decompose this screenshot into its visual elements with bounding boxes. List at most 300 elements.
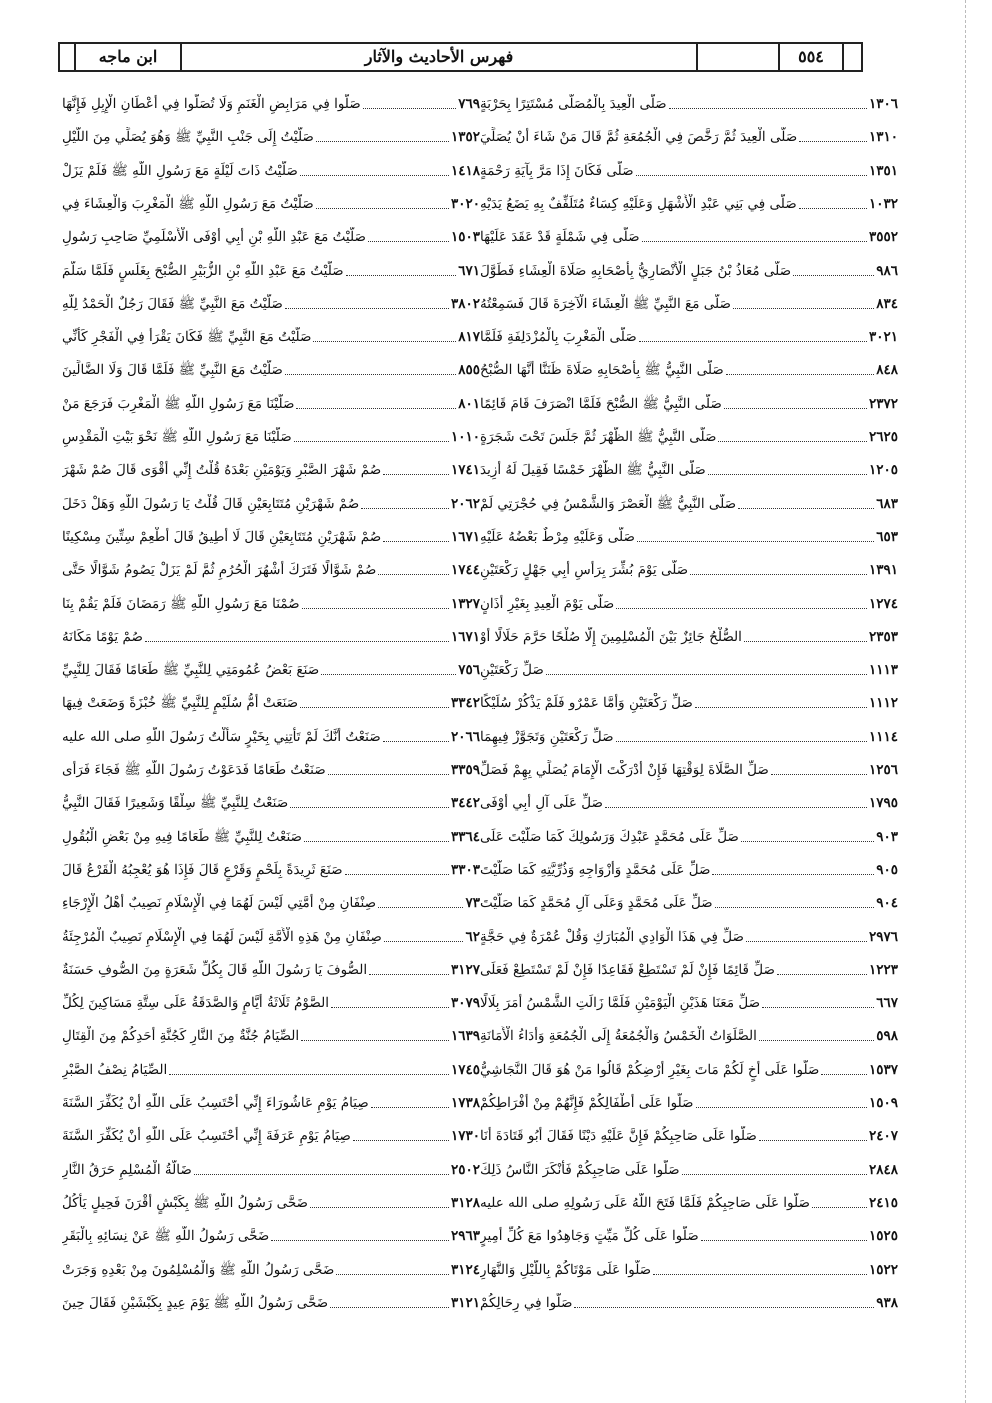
entry-text: صِنْفَانِ مِنْ أُمَّتِي لَيْسَ لَهُمَا فِي الْإِسْلَامِ نَصِيبٌ أَهْلُ الْإِرْجَاءِ	[62, 895, 377, 912]
entry-number: ٩٠٥	[876, 861, 898, 878]
entry-text: صَلِّ مَعَنَا هَذَيْنِ الْيَوْمَيْنِ فَلَمَّا زَالَتِ الشَّمْسُ أَمَرَ بِلَالًا	[480, 995, 761, 1012]
entry-number: ١٧٤٥	[450, 1061, 480, 1078]
entry-text: صَلِّ رَكْعَتَيْنِ وَتَجَوَّزْ فِيهِمَا	[480, 728, 614, 745]
entry-number: ١٣١٠	[868, 129, 898, 146]
leader-dots	[378, 574, 449, 575]
entry-number: ١١١٢	[868, 695, 898, 712]
entry-number: ١٤١٨	[450, 162, 480, 179]
leader-dots	[316, 208, 449, 209]
entry-text: صِيَامُ يَوْمِ عَرَفَةَ إِنِّي أَحْتَسِبُ عَلَى اللَّهِ أَنْ يُكَفِّرَ السَّنَةَ	[62, 1128, 351, 1145]
leader-dots	[812, 1207, 867, 1208]
leader-dots	[777, 974, 867, 975]
entry-text: صَلَّى يَوْمَ الْعِيدِ بِغَيْرِ أَذَانٍ	[480, 595, 615, 612]
entry-text: صَلَّى وَعَلَيْهِ مِرْطٌ بَعْضُهُ عَلَيْهِ	[480, 528, 635, 545]
entry-number: ٨٠١	[458, 395, 480, 412]
entry-number: ٢٠٦٢	[450, 495, 480, 512]
entry-text: ضَحَّى رَسُولُ اللَّهِ ﷺ وَالْمُسْلِمُونَ مِنْ بَعْدِهِ وَجَرَتْ	[62, 1261, 335, 1278]
entry-text: صَلَّى يَوْمَ بُشِّرَ بِرَأْسِ أَبِي جَهْلٍ رَكْعَتَيْنِ	[480, 562, 689, 579]
entry-number: ٢٠٦٦	[450, 728, 480, 745]
entry-number: ٣٠٢١	[868, 329, 898, 346]
index-entry	[62, 917, 480, 950]
index-entry	[480, 817, 898, 850]
index-entry	[62, 284, 480, 317]
index-entry	[480, 850, 898, 883]
leader-dots	[361, 508, 449, 509]
entry-text: ضَحَّى رَسُولُ اللَّهِ ﷺ بِكَبْشٍ أَقْرَنَ فَحِيلٍ يَأْكُلُ	[62, 1194, 309, 1211]
entry-text: ضَحَّى رَسُولُ اللَّهِ ﷺ عَنْ نِسَائِهِ بِالْبَقَرِ	[62, 1228, 270, 1245]
leader-dots	[759, 1040, 874, 1041]
index-entry	[62, 683, 480, 716]
entry-text: صَلِّ رَكْعَتَيْنِ	[480, 662, 544, 679]
index-entry	[62, 1116, 480, 1149]
entry-number: ١٥٢٢	[868, 1261, 898, 1278]
leader-dots	[378, 907, 463, 908]
entry-number: ٩٠٤	[876, 895, 898, 912]
entry-number: ١٣٥١	[868, 162, 898, 179]
entry-text: صَنَعْتُ لِلنَّبِيِّ ﷺ طَعَامًا فِيهِ مِنْ بَعْضِ الْبُقُولِ	[62, 828, 302, 845]
entry-number: ٣١٢١	[450, 1294, 480, 1311]
entry-text: صُمْ شَهْرَيْنِ مُتَتَابِعَيْنِ قَالَ لَا أُطِيقُ قَالَ أَطْعِمْ سِتِّينَ مِسْكِينًا	[62, 528, 382, 545]
entry-number: ١٠٣٢	[868, 195, 898, 212]
entry-number: ٢٥٠٢	[450, 1161, 480, 1178]
entry-number: ١٥٠٩	[868, 1095, 898, 1111]
leader-dots	[741, 841, 874, 842]
leader-dots	[738, 508, 874, 509]
entry-text: صَلُّوا عَلَى صَاحِبِكُمْ فَإِنَّ عَلَيْهِ دَيْنًا فَقَالَ أَبُو قَتَادَةَ أَنَا	[480, 1128, 757, 1145]
leader-dots	[546, 674, 867, 675]
index-entry	[62, 883, 480, 916]
entry-text: صَلَّى النَّبِيُّ ﷺ الْعَصْرَ وَالشَّمْسُ فِي حُجْرَتِي لَمْ	[480, 495, 737, 512]
leader-dots	[695, 707, 867, 708]
index-entry	[62, 983, 480, 1016]
leader-dots	[330, 1307, 449, 1308]
entry-text: صَنَعْتُ أَنَّكَ لَمْ تَأْتِنِي بِخَيْرٍ سَأَلْتُ رَسُولَ اللَّهِ صلى الله عليه	[62, 728, 381, 745]
index-entry	[62, 850, 480, 883]
index-entry	[480, 184, 898, 217]
leader-dots	[313, 341, 456, 342]
entry-number: ٦٨٣	[876, 495, 898, 512]
entry-number: ١٥٣٧	[868, 1061, 898, 1078]
leader-dots	[383, 741, 449, 742]
entry-text: صَلِّ عَلَى مُحَمَّدٍ وَأَزْوَاجِهِ وَذُرِّيَّتِهِ كَمَا صَلَّيْتَ	[480, 861, 711, 878]
leader-dots	[821, 1074, 867, 1075]
entry-text: الصِّيَامُ نِصْفُ الصَّبْرِ	[62, 1061, 168, 1078]
index-entry	[62, 417, 480, 450]
index-entry	[62, 251, 480, 284]
leader-dots	[383, 541, 449, 542]
entry-number: ٢٨٤٨	[868, 1161, 898, 1178]
entry-number: ١٢٥٦	[868, 762, 898, 778]
leader-dots	[744, 641, 867, 642]
entry-text: صَلَّيْتُ ذَاتَ لَيْلَةٍ مَعَ رَسُولِ اللَّهِ ﷺ فَلَمْ يَزَلْ	[62, 162, 298, 179]
entry-number: ٧٥٦	[458, 662, 480, 679]
entry-number: ٩٨٦	[876, 262, 898, 279]
entry-number: ١٧٤٤	[450, 562, 480, 579]
entry-text: الصُّلْحُ جَائِزٌ بَيْنَ الْمُسْلِمِينَ إِلَّا صُلْحًا حَرَّمَ حَلَالًا أَوْ	[480, 628, 742, 645]
leader-dots	[294, 441, 449, 442]
entry-number: ٧٣	[465, 895, 480, 912]
entry-number: ٨١٧	[458, 329, 480, 346]
leader-dots	[296, 408, 456, 409]
entry-number: ٨٤٨	[876, 362, 898, 379]
leader-dots	[799, 208, 867, 209]
entry-text: صَلَّى فِي بَنِي عَبْدِ الْأَشْهَلِ وَعَلَيْهِ كِسَاءٌ مُتَلَفِّفٌ بِهِ يَضَعُ يَدَيْهِ	[480, 195, 797, 212]
entry-number: ١١١٣	[868, 662, 898, 679]
leader-dots	[793, 275, 874, 276]
leader-dots	[715, 907, 875, 908]
index-entry	[480, 683, 898, 716]
entry-number: ٦٧١	[458, 262, 480, 279]
entry-number: ٩٣٨	[876, 1294, 898, 1311]
leader-dots	[726, 374, 874, 375]
entry-number: ٣٤٤٢	[450, 795, 480, 812]
index-entry	[480, 1050, 898, 1083]
entry-text: صَلَّى الْعِيدَ بِالْمُصَلَّى مُسْتَتِرًا بِحَرْبَةٍ	[480, 96, 667, 112]
entry-text: صَلَّيْنَا مَعَ رَسُولِ اللَّهِ ﷺ الْمَغْرِبَ فَرَجَعَ مَنْ	[62, 395, 295, 412]
leader-dots	[336, 1274, 449, 1275]
index-entry	[62, 584, 480, 617]
index-entry	[62, 450, 480, 483]
entry-text: صَلُّوا عَلَى أَطْفَالِكُمْ فَإِنَّهُمْ مِنْ أَفْرَاطِكُمْ	[480, 1095, 694, 1111]
entry-number: ٢٤٠٧	[868, 1128, 898, 1145]
leader-dots	[346, 275, 457, 276]
leader-dots	[328, 774, 449, 775]
index-entry	[480, 450, 898, 483]
entry-text: صَلَّى مُعَاذُ بْنُ جَبَلٍ الْأَنْصَارِيُّ بِأَصْحَابِهِ صَلَاةَ الْعِشَاءِ فَطَوَّلَ	[480, 262, 792, 279]
index-entry	[62, 117, 480, 150]
entry-number: ٣٠٢٠	[450, 195, 480, 212]
leader-dots	[799, 141, 867, 142]
leader-dots	[331, 1007, 449, 1008]
index-entry	[480, 950, 898, 983]
index-entry	[480, 317, 898, 350]
index-entry	[62, 184, 480, 217]
entry-text: صَلَّيْتُ إِلَى جَنْبِ النَّبِيِّ ﷺ وَهُوَ يُصَلِّي مِنَ اللَّيْلِ	[62, 129, 314, 146]
index-entry	[62, 717, 480, 750]
entry-number: ١٣٩١	[868, 562, 898, 579]
leader-dots	[310, 1207, 449, 1208]
margin-line	[964, 0, 966, 1403]
leader-dots	[368, 241, 449, 242]
entry-number: ١٣٥٢	[450, 129, 480, 146]
leader-dots	[696, 1107, 867, 1108]
leader-dots	[300, 707, 449, 708]
page-number: ٥٥٤	[798, 47, 824, 66]
index-entry	[480, 883, 898, 916]
entry-text: صَلِّ رَكْعَتَيْنِ وَأَمَّا عَمْرٌو فَلَمْ يَذْكُرْ سُلَيْكًا	[480, 695, 693, 712]
entry-number: ١٠١٠	[450, 429, 480, 445]
entry-text: صَلَّيْتُ مَعَ النَّبِيِّ ﷺ فَقَالَ رَجُلٌ الْحَمْدُ لِلَّهِ	[62, 295, 283, 312]
index-entry	[480, 550, 898, 583]
leader-dots	[363, 108, 457, 109]
leader-dots	[733, 308, 874, 309]
leader-dots	[616, 741, 867, 742]
entry-number: ٣٨٠٢	[450, 295, 480, 312]
index-entry	[480, 484, 898, 517]
entry-text: صَلَّى مَعَ النَّبِيِّ ﷺ الْعِشَاءَ الْآخِرَةَ قَالَ فَسَمِعْتُهُ	[480, 295, 731, 312]
entry-text: صَلُّوا عَلَى أَخٍ لَكُمْ مَاتَ بِغَيْرِ أَرْضِكُمْ قَالُوا مَنْ هُوَ قَالَ النَّجَاشِيُّ	[480, 1061, 820, 1078]
entry-text: صَنَعَ ثَرِيدَةً بِلَحْمٍ وَقَرْعٍ قَالَ فَإِذَا هُوَ يُعْجِبُهُ الْقَرْعُ قَالَ	[62, 861, 343, 878]
entry-text: صَلُّوا عَلَى مَوْتَاكُمْ بِاللَّيْلِ وَالنَّهَارِ	[480, 1261, 652, 1278]
index-entry	[62, 1150, 480, 1183]
entry-text: صَلِّ عَلَى مُحَمَّدٍ عَبْدِكَ وَرَسُولِكَ كَمَا صَلَّيْتَ عَلَى	[480, 828, 739, 845]
entry-text: الصِّيَامُ جُنَّةٌ مِنَ النَّارِ كَجُنَّةِ أَحَدِكُمْ مِنَ الْقِتَالِ	[62, 1028, 300, 1045]
leader-dots	[383, 474, 449, 475]
index-entry	[62, 950, 480, 983]
leader-dots	[639, 341, 867, 342]
leader-dots	[616, 608, 867, 609]
entry-number: ٢٣٥٣	[868, 628, 898, 645]
entry-text: ضَحَّى رَسُولُ اللَّهِ ﷺ يَوْمَ عِيدٍ بِكَبْشَيْنِ فَقَالَ حِينَ	[62, 1294, 329, 1311]
index-entry	[62, 151, 480, 184]
entry-text: صُمْنَا مَعَ رَسُولِ اللَّهِ ﷺ رَمَضَانَ فَلَمْ يَقُمْ بِنَا	[62, 595, 300, 612]
leader-dots	[605, 807, 867, 808]
index-entry	[480, 783, 898, 816]
entry-text: الصَّلَوَاتُ الْخَمْسُ وَالْجُمُعَةُ إِلَى الْجُمُعَةِ وَأَدَاءُ الْأَمَانَةِ	[480, 1028, 757, 1045]
entry-text: الصَّوْمُ ثَلَاثَةُ أَيَّامٍ وَالصَّدَقَةُ عَلَى سِتَّةِ مَسَاكِينَ لِكُلِّ	[62, 995, 329, 1012]
leader-dots	[762, 1007, 874, 1008]
leader-dots	[300, 175, 449, 176]
leader-dots	[759, 1140, 867, 1141]
index-entry	[62, 1083, 480, 1116]
index-entry	[62, 1050, 480, 1083]
entry-number: ٣١٢٧	[450, 961, 480, 978]
entry-number: ١٧٤١	[450, 462, 480, 479]
leader-dots	[701, 1240, 867, 1241]
leader-dots	[708, 474, 867, 475]
index-entry	[480, 1216, 898, 1249]
entry-text: صَلَّى الْمَغْرِبَ بِالْمُزْدَلِفَةِ فَلَمَّا	[480, 329, 637, 346]
entry-text: صَلَّيْتُ مَعَ النَّبِيِّ ﷺ فَكَانَ يَقْرَأُ فِي الْفَجْرِ كَأَنِّي	[62, 329, 312, 346]
entry-text: صَلِّ قَائِمًا فَإِنْ لَمْ تَسْتَطِعْ فَقَاعِدًا فَإِنْ لَمْ تَسْتَطِعْ فَعَلَى	[480, 961, 775, 978]
entry-text: صَلُّوا فِي رِحَالِكُمْ	[480, 1294, 573, 1311]
index-entry	[480, 750, 898, 783]
entry-text: ضَالَّةُ الْمُسْلِمِ حَرَقُ النَّارِ	[62, 1161, 192, 1178]
entry-text: صَلَّى فَكَانَ إِذَا مَرَّ بِآيَةِ رَحْمَةٍ	[480, 162, 634, 179]
page-title: فهرس الأحاديث والآثار	[364, 47, 514, 66]
index-entry	[62, 1183, 480, 1216]
entry-number: ٣١٢٨	[450, 1194, 480, 1211]
entry-number: ١٦٣٩	[450, 1028, 480, 1045]
entry-number: ١٦٧١	[450, 628, 480, 645]
entry-number: ٢٣٧٢	[868, 395, 898, 412]
index-entry	[480, 417, 898, 450]
entry-text: صَلِّ عَلَى آلِ أَبِي أَوْفَى	[480, 795, 603, 812]
index-entry	[480, 1250, 898, 1283]
index-entry	[480, 983, 898, 1016]
leader-dots	[169, 1074, 449, 1075]
leader-dots	[653, 1274, 867, 1275]
leader-dots	[285, 374, 456, 375]
index-entry	[62, 1016, 480, 1049]
leader-dots	[301, 1040, 449, 1041]
entry-text: صَلَّيْنَا مَعَ رَسُولِ اللَّهِ ﷺ نَحْوَ بَيْتِ الْمَقْدِسِ	[62, 429, 292, 445]
entry-number: ٧٦٩	[458, 96, 480, 112]
entry-number: ١٣٢٧	[450, 595, 480, 612]
index-entry	[480, 1116, 898, 1149]
entry-number: ٢٩٦٣	[450, 1228, 480, 1245]
leader-dots	[669, 108, 867, 109]
header-empty-cell	[698, 44, 778, 70]
index-entry	[62, 384, 480, 417]
leader-dots	[642, 241, 867, 242]
leader-dots	[353, 1140, 449, 1141]
entry-text: الصُّوفَ يَا رَسُولَ اللَّهِ قَالَ بِكُلِّ شَعَرَةٍ مِنَ الصُّوفِ حَسَنَةٌ	[62, 961, 368, 978]
leader-dots	[718, 441, 867, 442]
leader-dots	[574, 1307, 874, 1308]
entry-text: صُمْ يَوْمًا مَكَانَهُ	[62, 628, 143, 645]
entry-text: صَلُّوا عَلَى صَاحِبِكُمْ فَأَنْكَرَ النَّاسُ ذَلِكَ	[480, 1161, 680, 1178]
leader-dots	[682, 1174, 867, 1175]
entry-number: ٣٠٧٩	[450, 995, 480, 1012]
entry-number: ٣٣٠٣	[450, 861, 480, 878]
index-entry	[62, 1250, 480, 1283]
index-entry	[62, 217, 480, 250]
entry-text: صَلِّ فِي هَذَا الْوَادِي الْمُبَارَكِ وَقُلْ عُمْرَةٌ فِي حَجَّةٍ	[480, 928, 744, 945]
entry-text: صُمْ شَوَّالًا فَتَرَكَ أَشْهُرَ الْحُرُمِ ثُمَّ لَمْ يَزَلْ يَصُومُ شَوَّالًا حَتَّى	[62, 562, 377, 579]
entry-number: ١٥٢٥	[868, 1228, 898, 1245]
entry-text: صِنْفَانِ مِنْ هَذِهِ الْأُمَّةِ لَيْسَ لَهُمَا فِي الْإِسْلَامِ نَصِيبٌ الْمُرْجِئَةُ	[62, 928, 382, 945]
leader-dots	[712, 874, 874, 875]
index-entry	[62, 817, 480, 850]
entry-number: ٣٣٦٤	[450, 828, 480, 845]
entry-number: ١٣٠٦	[868, 96, 898, 112]
entry-text: صَنَعْتُ طَعَامًا فَدَعَوْتُ رَسُولَ اللَّهِ ﷺ فَجَاءَ فَرَأَى	[62, 762, 326, 778]
entry-number: ٨٥٥	[458, 362, 480, 379]
entry-text: صَلُّوا عَلَى كُلِّ مَيِّتٍ وَجَاهِدُوا مَعَ كُلِّ أَمِيرٍ	[480, 1228, 699, 1245]
header-divider	[842, 44, 844, 70]
leader-dots	[724, 408, 867, 409]
leader-dots	[384, 941, 464, 942]
entry-text: صِيَامُ يَوْمِ عَاشُورَاءَ إِنِّي أَحْتَسِبُ عَلَى اللَّهِ أَنْ يُكَفِّرَ السَّنَةَ	[62, 1095, 369, 1111]
entry-number: ١٧٣٠	[450, 1128, 480, 1145]
index-entry	[62, 1216, 480, 1249]
index-entry	[480, 517, 898, 550]
leader-dots	[371, 1107, 449, 1108]
leader-dots	[771, 774, 867, 775]
entry-number: ١٢٠٥	[868, 462, 898, 479]
entry-text: صَلَّى النَّبِيُّ ﷺ الظُّهْرَ خَمْسًا فَقِيلَ لَهُ أَزِيدَ	[480, 462, 706, 479]
entry-number: ٦٦٧	[876, 995, 898, 1012]
leader-dots	[194, 1174, 449, 1175]
index-entry	[62, 350, 480, 383]
entry-text: صَنَعْتُ لِلنَّبِيِّ ﷺ سِلْقًا وَشَعِيرًا فَقَالَ النَّبِيُّ	[62, 795, 289, 812]
index-entry	[62, 484, 480, 517]
leader-dots	[316, 141, 449, 142]
index-entry	[480, 251, 898, 284]
entry-text: صَنَعَتْ أُمُّ سُلَيْمٍ لِلنَّبِيِّ ﷺ خُبْزَةً وَضَعَتْ فِيهَا	[62, 695, 299, 712]
entry-number: ١٧٣٨	[450, 1095, 480, 1111]
index-entry	[480, 1150, 898, 1183]
entry-number: ٦٥٣	[876, 528, 898, 545]
entry-number: ٨٣٤	[876, 295, 898, 312]
index-entry	[480, 350, 898, 383]
entry-number: ٩٠٣	[876, 828, 898, 845]
index-entry	[480, 1083, 898, 1116]
leader-dots	[345, 874, 449, 875]
index-entry	[480, 151, 898, 184]
index-entry	[480, 284, 898, 317]
entry-number: ٢٤١٥	[868, 1194, 898, 1211]
entry-number: ٥٩٨	[876, 1028, 898, 1045]
entry-text: صَلُّوا عَلَى صَاحِبِكُمْ فَلَمَّا فَتَحَ اللَّهُ عَلَى رَسُولِهِ صلى الله عليه	[480, 1194, 810, 1211]
entry-text: صَلَّى النَّبِيُّ ﷺ الصُّبْحَ فَلَمَّا انْصَرَفَ قَامَ قَائِمًا	[480, 395, 722, 412]
entry-text: صَلَّى النَّبِيُّ ﷺ الظُّهْرَ ثُمَّ جَلَسَ تَحْتَ شَجَرَةٍ	[480, 429, 717, 445]
index-entry	[62, 317, 480, 350]
leader-dots	[321, 674, 456, 675]
entry-number: ١٦٧١	[450, 528, 480, 545]
entry-text: صَلَّيْتُ مَعَ عَبْدِ اللَّهِ بْنِ الزُّبَيْرِ الصُّبْحَ بِغَلَسٍ فَلَمَّا سَلَّمَ	[62, 262, 344, 279]
index-entry	[480, 917, 898, 950]
index-entry	[480, 650, 898, 683]
entry-text: صَلَّى فِي شَمْلَةٍ قَدْ عَقَدَ عَلَيْهَا	[480, 229, 640, 246]
index-entry	[62, 84, 480, 117]
leader-dots	[285, 308, 449, 309]
leader-dots	[369, 974, 449, 975]
leader-dots	[690, 574, 867, 575]
entry-text: صَنَعَ بَعْضُ عُمُومَتِي لِلنَّبِيِّ ﷺ طَعَامًا فَقَالَ لِلنَّبِيِّ	[62, 662, 320, 679]
index-entry	[480, 717, 898, 750]
index-entry	[62, 517, 480, 550]
entry-number: ١٥٠٣	[450, 229, 480, 246]
leader-dots	[145, 641, 449, 642]
header-blank-cell	[60, 44, 74, 70]
index-entry	[480, 1283, 898, 1316]
entry-text: صَلَّى النَّبِيُّ ﷺ بِأَصْحَابِهِ صَلَاةَ ظَنَنَّا أَنَّهَا الصُّبْحُ	[480, 362, 724, 379]
entry-number: ٢٩٧٦	[868, 928, 898, 945]
entry-text: صَلُّوا فِي مَرَابِضِ الْغَنَمِ وَلَا تُصَلُّوا فِي أَعْطَانِ الْإِبِلِ فَإِنَّهَا	[62, 96, 361, 112]
entry-text: صَلَّيْتُ مَعَ رَسُولِ اللَّهِ ﷺ الْمَغْرِبَ وَالْعِشَاءَ فِي	[62, 195, 314, 212]
index-entry	[62, 617, 480, 650]
entry-text: صَلَّيْتُ مَعَ النَّبِيِّ ﷺ فَلَمَّا قَالَ وَلَا الضَّالِّينَ	[62, 362, 283, 379]
index-entry	[62, 750, 480, 783]
entry-text: صَلِّ الصَّلَاةَ لِوَقْتِهَا فَإِنْ أَدْرَكْتَ الْإِمَامَ يُصَلِّي بِهِمْ فَصَلِّ	[480, 762, 769, 778]
index-entry	[62, 650, 480, 683]
entry-number: ٣٥٥٢	[868, 229, 898, 246]
index-entry	[62, 1283, 480, 1316]
leader-dots	[304, 841, 449, 842]
entry-text: صُمْ شَهْرَ الصَّبْرِ وَيَوْمَيْنِ بَعْدَهُ قُلْتُ إِنِّي أَقْوَى قَالَ صُمْ شَهْرَ	[62, 462, 382, 479]
entry-number: ٦٢	[465, 928, 480, 945]
entry-number: ١٢٢٣	[868, 961, 898, 978]
entry-number: ٣٣٤٢	[450, 695, 480, 712]
entry-text: صُمْ شَهْرَيْنِ مُتَتَابِعَيْنِ قَالَ قُلْتُ يَا رَسُولَ اللَّهِ وَهَلْ دَخَلَ	[62, 495, 360, 512]
entry-text: صَلِّ عَلَى مُحَمَّدٍ وَعَلَى آلِ مُحَمَّدٍ كَمَا صَلَّيْتَ	[480, 895, 713, 912]
index-entry	[62, 550, 480, 583]
entry-number: ١٢٧٤	[868, 595, 898, 612]
index-entry	[480, 217, 898, 250]
leader-dots	[271, 1240, 449, 1241]
index-entry	[62, 783, 480, 816]
page-header	[58, 42, 863, 72]
book-title: ابن ماجه	[98, 47, 158, 66]
index-entry	[480, 384, 898, 417]
entry-number: ٣٣٥٩	[450, 762, 480, 778]
index-entry	[480, 584, 898, 617]
index-entry	[480, 617, 898, 650]
index-entry	[480, 1183, 898, 1216]
entry-number: ٣١٢٤	[450, 1261, 480, 1278]
entry-text: صَلَّى الْعِيدَ ثُمَّ رَخَّصَ فِي الْجُمُعَةِ ثُمَّ قَالَ مَنْ شَاءَ أَنْ يُصَلِّيَ	[480, 129, 798, 146]
entry-number: ١٧٩٥	[868, 795, 898, 812]
leader-dots	[746, 941, 867, 942]
leader-dots	[637, 541, 874, 542]
leader-dots	[302, 608, 449, 609]
leader-dots	[636, 175, 867, 176]
index-entry	[480, 117, 898, 150]
entry-text: صَلَّيْتُ مَعَ عَبْدِ اللَّهِ بْنِ أَبِي أَوْفَى الْأَسْلَمِيِّ صَاحِبِ رَسُولِ	[62, 229, 366, 246]
leader-dots	[290, 807, 449, 808]
